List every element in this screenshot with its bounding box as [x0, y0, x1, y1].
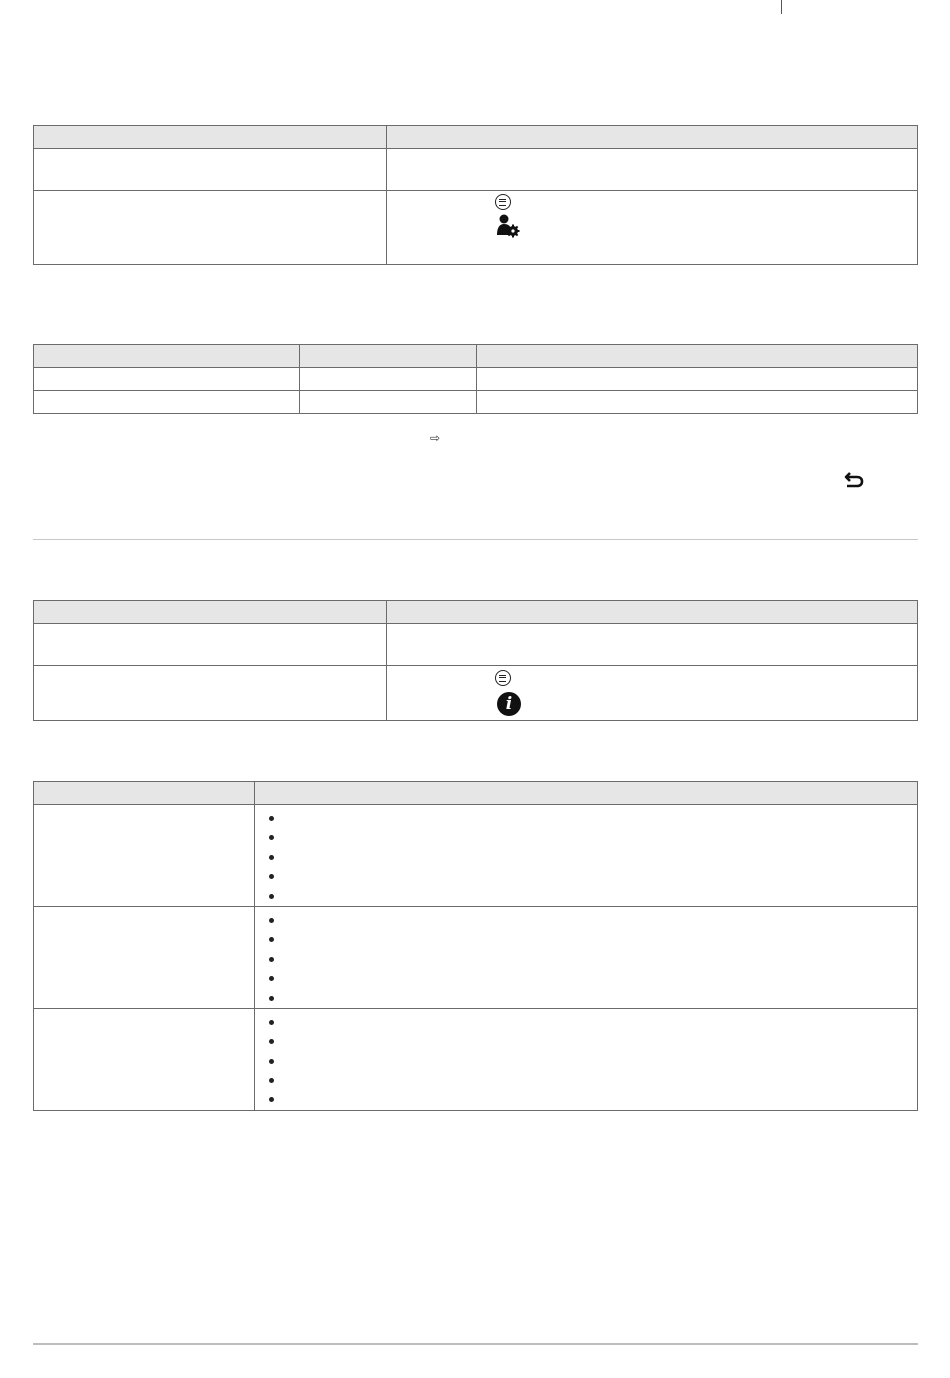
- list-item: [277, 911, 909, 930]
- table-header-row: [34, 345, 918, 368]
- list-item: [277, 1052, 909, 1071]
- table-row: [34, 149, 918, 191]
- list-item: [277, 969, 909, 988]
- list-item: [277, 809, 909, 828]
- arrow-right-icon: ⇨: [430, 431, 441, 445]
- list-item: [277, 887, 909, 906]
- table-cell: [477, 391, 918, 414]
- list-item: [277, 930, 909, 949]
- menu-list-icon: [495, 670, 511, 686]
- table-cell: [34, 1008, 255, 1110]
- list-item: [277, 867, 909, 886]
- table-cell: [300, 368, 477, 391]
- table-row: [34, 624, 918, 666]
- list-item: [277, 989, 909, 1008]
- table-cell: [34, 906, 255, 1008]
- table-header-cell: [300, 345, 477, 368]
- table-header-cell: [34, 345, 300, 368]
- list-item: [277, 950, 909, 969]
- table-row: [34, 906, 918, 1008]
- footer-divider: [33, 1343, 918, 1345]
- list-item: [277, 1032, 909, 1051]
- table-cell: [387, 624, 918, 666]
- table-row: [34, 391, 918, 414]
- list-item: [277, 1090, 909, 1109]
- table-header-cell: [34, 126, 387, 149]
- list-item: [277, 828, 909, 847]
- table-cell: [34, 666, 387, 721]
- table-cell: [34, 624, 387, 666]
- page-crop-mark: [781, 0, 782, 14]
- list-item: [277, 1071, 909, 1090]
- table-header-row: [34, 126, 918, 149]
- bullet-list: [263, 907, 909, 1008]
- settings-table-1: [33, 125, 918, 265]
- settings-table-4: [33, 781, 918, 1111]
- table-cell: [387, 149, 918, 191]
- table-cell: [34, 368, 300, 391]
- user-settings-icon: [496, 213, 522, 239]
- settings-table-2: [33, 344, 918, 414]
- table-row: [34, 191, 918, 265]
- menu-list-icon: [495, 194, 511, 210]
- table-header-cell: [34, 782, 255, 805]
- table-cell: [387, 191, 918, 265]
- table-header-row: [34, 601, 918, 624]
- table-cell: [255, 1008, 918, 1110]
- bullet-list: [263, 1009, 909, 1110]
- list-item: [277, 848, 909, 867]
- info-icon: i: [497, 692, 521, 716]
- settings-table-3: [33, 600, 918, 721]
- table-header-cell: [387, 601, 918, 624]
- table-row: [34, 368, 918, 391]
- table-cell: [34, 191, 387, 265]
- list-item: [277, 1013, 909, 1032]
- table-cell: [34, 391, 300, 414]
- table-cell: [255, 805, 918, 907]
- section-divider: [33, 539, 918, 540]
- table-header-cell: [34, 601, 387, 624]
- table-cell: [34, 805, 255, 907]
- table-cell: [255, 906, 918, 1008]
- table-cell: [477, 368, 918, 391]
- table-header-cell: [255, 782, 918, 805]
- table-row: [34, 805, 918, 907]
- table-cell: [387, 666, 918, 721]
- back-arrow-icon: [844, 470, 864, 488]
- table-row: [34, 666, 918, 721]
- table-cell: [300, 391, 477, 414]
- table-row: [34, 1008, 918, 1110]
- bullet-list: [263, 805, 909, 906]
- table-header-cell: [387, 126, 918, 149]
- table-header-cell: [477, 345, 918, 368]
- table-cell: [34, 149, 387, 191]
- table-header-row: [34, 782, 918, 805]
